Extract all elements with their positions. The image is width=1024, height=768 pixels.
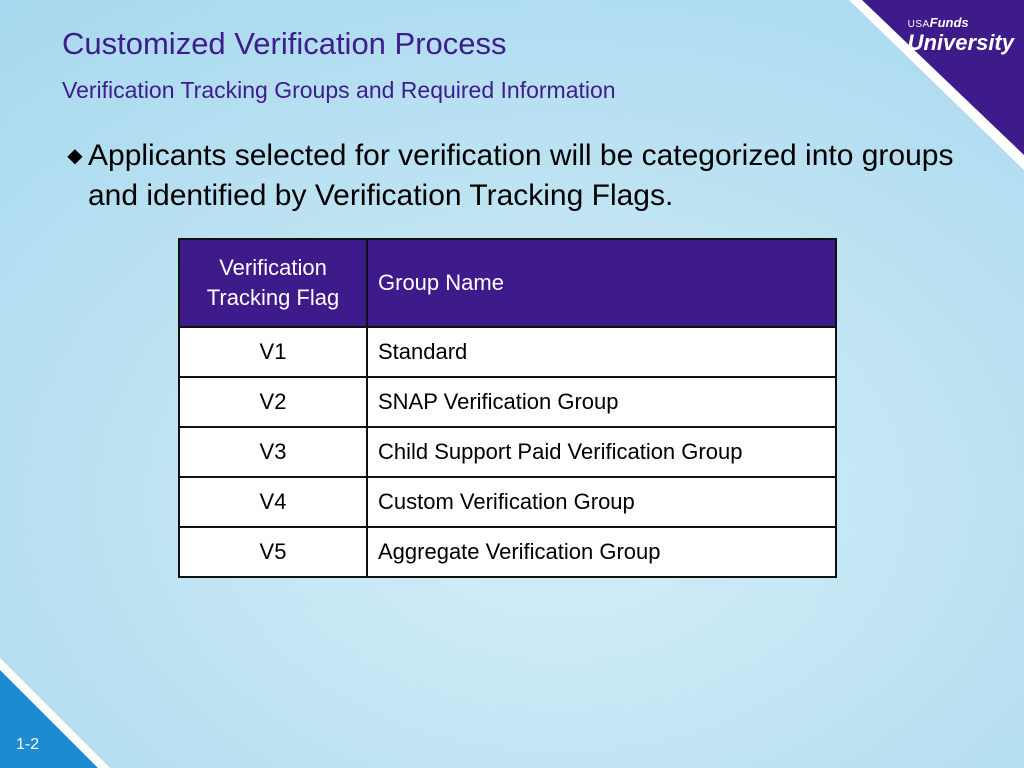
bullet-text: Applicants selected for verification will be categorized into groups and identified by Verification Tracking Flags.: [88, 139, 954, 212]
group-name-cell: Aggregate Verification Group: [367, 527, 836, 577]
flag-cell: V4: [179, 477, 367, 527]
slide-title: Customized Verification Process: [62, 26, 507, 61]
flag-cell: V5: [179, 527, 367, 577]
group-name-cell: Child Support Paid Verification Group: [367, 427, 836, 477]
diamond-bullet-icon: ◆: [67, 145, 83, 167]
table-row: [179, 527, 836, 577]
usafunds-university-logo: [908, 14, 1014, 56]
table-row: [179, 327, 836, 377]
table-row: [179, 427, 836, 477]
group-name-cell: Standard: [367, 327, 836, 377]
flag-cell: V3: [179, 427, 367, 477]
group-name-cell: Custom Verification Group: [367, 477, 836, 527]
table-header-row: [179, 239, 836, 327]
logo-funds-text: Funds: [929, 15, 969, 30]
flag-cell: V1: [179, 327, 367, 377]
header-group-name: Group Name: [367, 239, 836, 327]
logo-university-text: University: [907, 30, 1014, 55]
flag-cell: V2: [179, 377, 367, 427]
table-row: [179, 477, 836, 527]
bullet-point: [62, 136, 982, 216]
verification-flags-table: [178, 238, 837, 578]
page-number: 1-2: [16, 736, 40, 753]
logo-usa-text: USA: [907, 19, 930, 30]
table-row: [179, 377, 836, 427]
header-flag: Verification Tracking Flag: [179, 239, 367, 327]
group-name-cell: SNAP Verification Group: [367, 377, 836, 427]
slide-subtitle: Verification Tracking Groups and Required Information: [62, 77, 616, 103]
